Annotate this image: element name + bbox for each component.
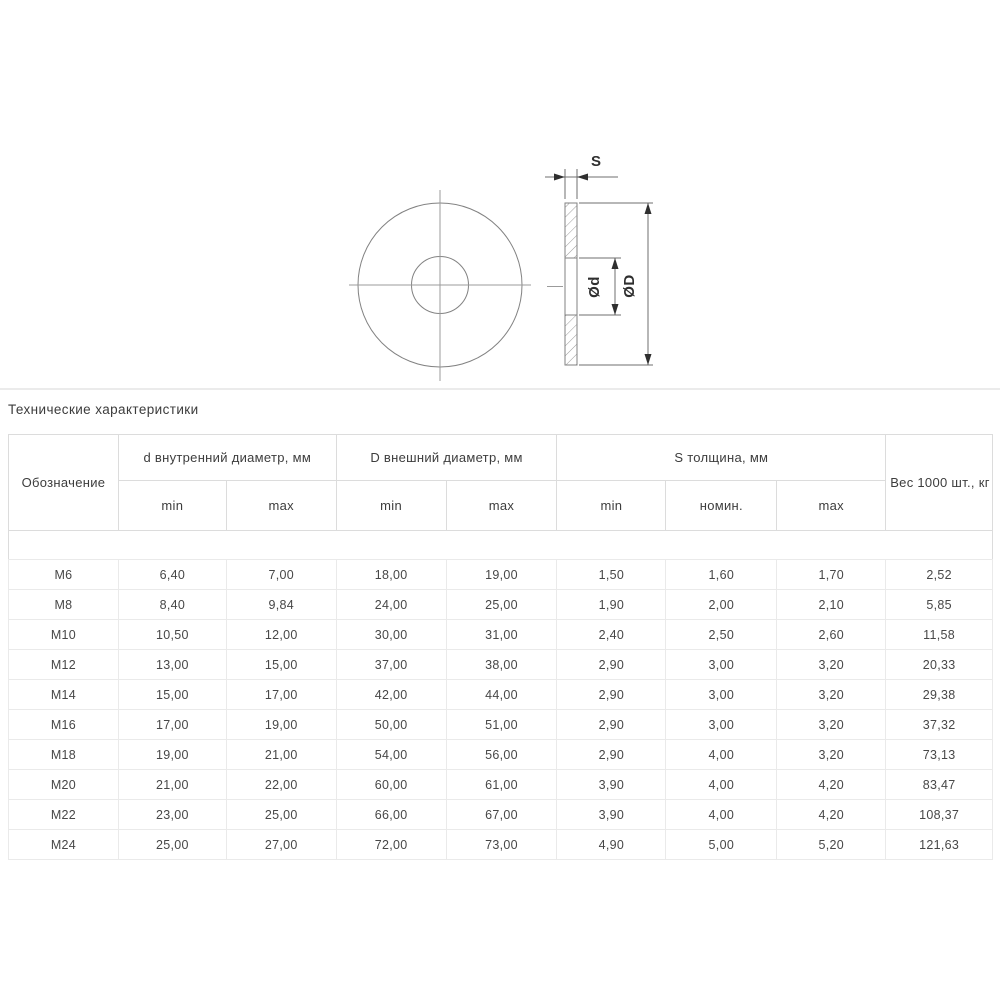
value-cell: 66,00 <box>336 800 446 830</box>
value-cell: 9,84 <box>226 590 336 620</box>
value-cell: 17,00 <box>118 710 226 740</box>
value-cell: 5,85 <box>886 590 993 620</box>
value-cell: 19,00 <box>226 710 336 740</box>
value-cell: 61,00 <box>446 770 557 800</box>
arrowhead <box>645 354 652 365</box>
value-cell: 19,00 <box>446 560 557 590</box>
value-cell: 2,50 <box>666 620 777 650</box>
value-cell: 50,00 <box>336 710 446 740</box>
value-cell: 37,32 <box>886 710 993 740</box>
value-cell: 4,00 <box>666 740 777 770</box>
value-cell: 2,90 <box>557 710 666 740</box>
value-cell: 2,60 <box>777 620 886 650</box>
value-cell: 25,00 <box>118 830 226 860</box>
table-row <box>9 650 993 680</box>
value-cell: 1,70 <box>777 560 886 590</box>
value-cell: 37,00 <box>336 650 446 680</box>
value-cell: 29,38 <box>886 680 993 710</box>
value-cell: 3,90 <box>557 770 666 800</box>
arrowhead <box>612 304 619 315</box>
value-cell: 60,00 <box>336 770 446 800</box>
value-cell: 31,00 <box>446 620 557 650</box>
designation-cell: M8 <box>9 590 119 620</box>
value-cell: 3,20 <box>777 680 886 710</box>
value-cell: 17,00 <box>226 680 336 710</box>
col-header-s-min: min <box>557 481 666 531</box>
value-cell: 3,00 <box>666 680 777 710</box>
table-body <box>9 531 993 860</box>
value-cell: 15,00 <box>118 680 226 710</box>
value-cell: 27,00 <box>226 830 336 860</box>
arrowhead <box>612 258 619 269</box>
value-cell: 23,00 <box>118 800 226 830</box>
value-cell: 3,20 <box>777 710 886 740</box>
thickness-label: S <box>591 153 602 170</box>
value-cell: 73,13 <box>886 740 993 770</box>
value-cell: 4,20 <box>777 770 886 800</box>
inner-diameter-label: Ød <box>586 276 603 298</box>
value-cell: 4,20 <box>777 800 886 830</box>
table-header-groups <box>9 435 993 481</box>
value-cell: 25,00 <box>226 800 336 830</box>
section-divider <box>0 388 1000 390</box>
value-cell: 51,00 <box>446 710 557 740</box>
table-row <box>9 560 993 590</box>
dimension-inner-diameter <box>579 258 621 315</box>
value-cell: 8,40 <box>118 590 226 620</box>
table-row <box>9 590 993 620</box>
washer-drawing <box>0 0 1000 392</box>
value-cell: 108,37 <box>886 800 993 830</box>
designation-cell: M10 <box>9 620 119 650</box>
value-cell: 22,00 <box>226 770 336 800</box>
value-cell: 83,47 <box>886 770 993 800</box>
col-header-s-nom: номин. <box>666 481 777 531</box>
col-header-d-max: max <box>226 481 336 531</box>
table-row <box>9 680 993 710</box>
value-cell: 121,63 <box>886 830 993 860</box>
value-cell: 3,20 <box>777 650 886 680</box>
col-header-weight: Вес 1000 шт., кг <box>886 435 993 531</box>
designation-cell: M22 <box>9 800 119 830</box>
section-hatch-bottom <box>565 315 577 365</box>
designation-cell: M6 <box>9 560 119 590</box>
value-cell: 38,00 <box>446 650 557 680</box>
section-hatch-top <box>565 203 577 258</box>
table-row <box>9 830 993 860</box>
col-group-thickness: S толщина, мм <box>557 435 886 481</box>
value-cell: 2,00 <box>666 590 777 620</box>
value-cell: 13,00 <box>118 650 226 680</box>
table-row <box>9 800 993 830</box>
designation-cell: M14 <box>9 680 119 710</box>
value-cell: 2,90 <box>557 650 666 680</box>
designation-cell: M20 <box>9 770 119 800</box>
spacer-cell <box>9 531 993 560</box>
value-cell: 3,00 <box>666 710 777 740</box>
value-cell: 4,00 <box>666 800 777 830</box>
value-cell: 2,52 <box>886 560 993 590</box>
value-cell: 19,00 <box>118 740 226 770</box>
col-header-d-min: min <box>118 481 226 531</box>
value-cell: 73,00 <box>446 830 557 860</box>
value-cell: 21,00 <box>226 740 336 770</box>
value-cell: 4,90 <box>557 830 666 860</box>
arrowhead <box>577 174 588 181</box>
value-cell: 67,00 <box>446 800 557 830</box>
value-cell: 54,00 <box>336 740 446 770</box>
arrowhead <box>554 174 565 181</box>
value-cell: 42,00 <box>336 680 446 710</box>
value-cell: 2,10 <box>777 590 886 620</box>
value-cell: 20,33 <box>886 650 993 680</box>
value-cell: 44,00 <box>446 680 557 710</box>
col-header-D-max: max <box>446 481 557 531</box>
value-cell: 5,00 <box>666 830 777 860</box>
value-cell: 3,20 <box>777 740 886 770</box>
value-cell: 11,58 <box>886 620 993 650</box>
designation-cell: M18 <box>9 740 119 770</box>
value-cell: 25,00 <box>446 590 557 620</box>
value-cell: 21,00 <box>118 770 226 800</box>
value-cell: 1,60 <box>666 560 777 590</box>
value-cell: 15,00 <box>226 650 336 680</box>
designation-cell: M24 <box>9 830 119 860</box>
value-cell: 3,00 <box>666 650 777 680</box>
outer-diameter-label: ØD <box>621 274 638 298</box>
table-row <box>9 740 993 770</box>
value-cell: 56,00 <box>446 740 557 770</box>
value-cell: 72,00 <box>336 830 446 860</box>
value-cell: 3,90 <box>557 800 666 830</box>
value-cell: 2,90 <box>557 740 666 770</box>
value-cell: 2,40 <box>557 620 666 650</box>
arrowhead <box>645 203 652 214</box>
spacer-row <box>9 531 993 560</box>
value-cell: 18,00 <box>336 560 446 590</box>
col-header-s-max: max <box>777 481 886 531</box>
value-cell: 2,90 <box>557 680 666 710</box>
col-group-outer-diameter: D внешний диаметр, мм <box>336 435 557 481</box>
value-cell: 4,00 <box>666 770 777 800</box>
table-row <box>9 710 993 740</box>
table-header-subcolumns <box>9 481 993 531</box>
designation-cell: M16 <box>9 710 119 740</box>
value-cell: 1,50 <box>557 560 666 590</box>
col-header-designation: Обозначение <box>9 435 119 531</box>
dimension-thickness <box>545 153 618 199</box>
value-cell: 12,00 <box>226 620 336 650</box>
col-group-inner-diameter: d внутренний диаметр, мм <box>118 435 336 481</box>
table-row <box>9 770 993 800</box>
washer-front-view <box>349 190 531 381</box>
spec-table <box>8 434 993 860</box>
value-cell: 6,40 <box>118 560 226 590</box>
value-cell: 1,90 <box>557 590 666 620</box>
value-cell: 5,20 <box>777 830 886 860</box>
value-cell: 30,00 <box>336 620 446 650</box>
col-header-D-min: min <box>336 481 446 531</box>
value-cell: 10,50 <box>118 620 226 650</box>
table-row <box>9 620 993 650</box>
section-title: Технические характеристики <box>8 402 199 417</box>
designation-cell: M12 <box>9 650 119 680</box>
value-cell: 7,00 <box>226 560 336 590</box>
value-cell: 24,00 <box>336 590 446 620</box>
washer-side-view <box>547 203 577 365</box>
